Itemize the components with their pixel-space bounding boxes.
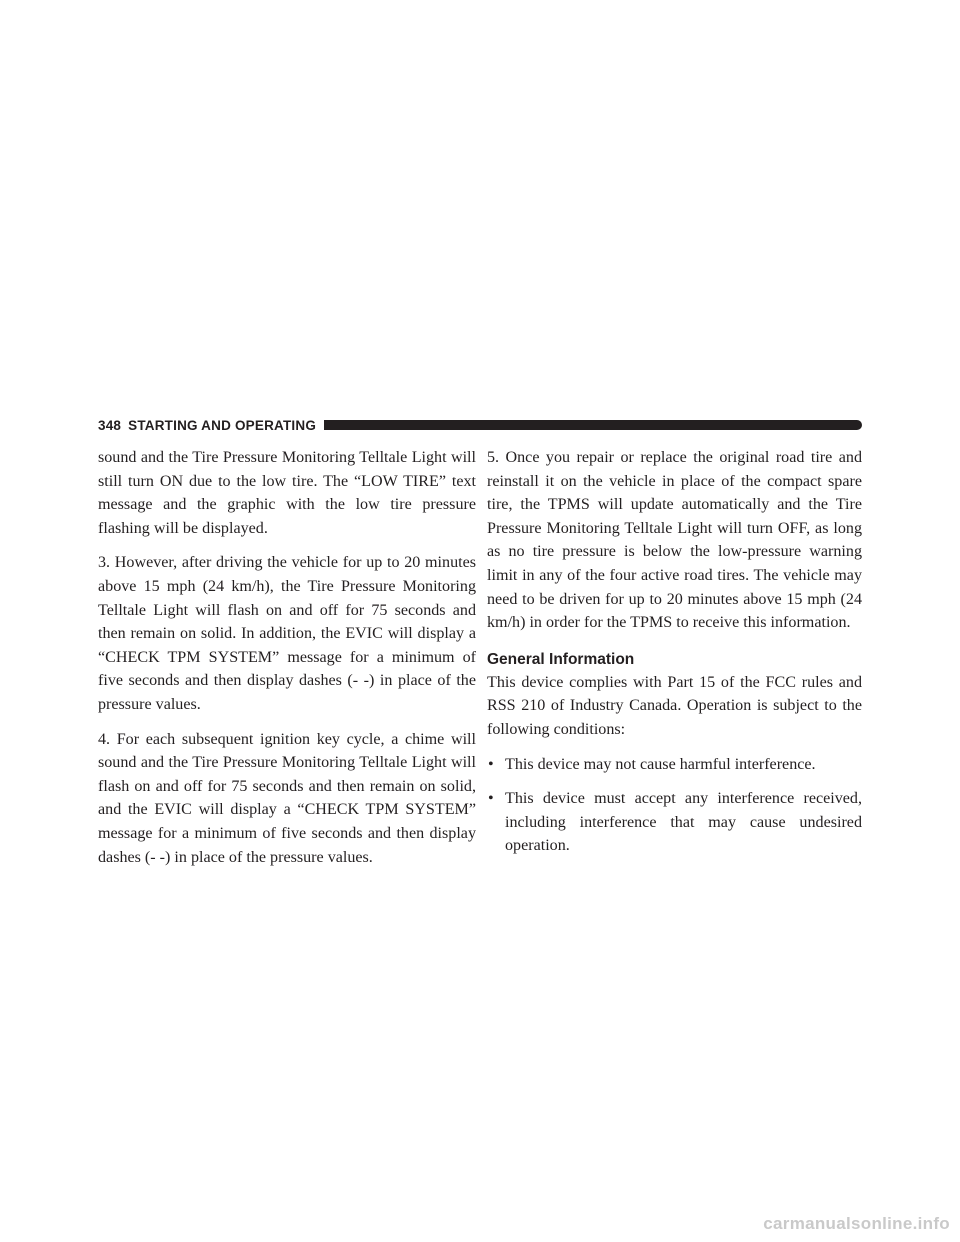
section-title: STARTING AND OPERATING: [128, 417, 317, 433]
page-number: 348: [98, 417, 122, 433]
bullet-icon: •: [488, 755, 494, 773]
body-paragraph: 3. However, after driving the vehicle for up to 20 minutes above 15 mph (24 km/h), the Tire Pressure Monitoring Telltale Light will flash on and off for 75 seconds and then remain on solid. In addition, the EVIC will display a “CHECK TPM SYSTEM” message for a minimum of five seconds and then display dashes (- -) in place of the pressure values.: [98, 554, 476, 713]
list-item-text: This device may not cause harmful interference.: [505, 755, 816, 773]
header-rule: [324, 420, 862, 430]
bullet-icon: •: [488, 790, 494, 808]
list-item-text: This device must accept any interference received, including interference that may cause undesired operation.: [505, 790, 862, 855]
right-column: [487, 446, 862, 869]
body-paragraph: 5. Once you repair or replace the original road tire and reinstall it on the vehicle in place of the compact spare tire, the TPMS will update automatically and the Tire Pressure Monitoring Telltale Light will turn OFF, as long as no tire pressure is below the low-pressure warning limit in any of the four active road tires. The vehicle may need to be driven for up to 20 minutes above 15 mph (24 km/h) in order for the TPMS to receive this information.: [487, 449, 862, 632]
list-item: [487, 787, 862, 858]
page-header: [98, 415, 862, 435]
section-subheading: General Information: [487, 650, 635, 668]
body-paragraph: sound and the Tire Pressure Monitoring Telltale Light will still turn ON due to the low tire. The “LOW TIRE” text message and the graphic with the low tire pressure flashing will be displayed.: [98, 449, 476, 537]
watermark: carmanualsonline.info: [763, 1214, 950, 1233]
left-column: [98, 446, 476, 880]
body-paragraph: 4. For each subsequent ignition key cycle, a chime will sound and the Tire Pressure Monitoring Telltale Light will flash on and off for 75 seconds and then remain on solid, and the EVIC will display a “CHECK TPM SYSTEM” message for a minimum of five seconds and then display dashes (- -) in place of the pressure values.: [98, 730, 476, 866]
conditions-list: [487, 753, 862, 858]
body-paragraph: This device complies with Part 15 of the FCC rules and RSS 210 of Industry Canada. Operation is subject to the following conditions:: [487, 673, 862, 738]
list-item: [487, 753, 862, 777]
